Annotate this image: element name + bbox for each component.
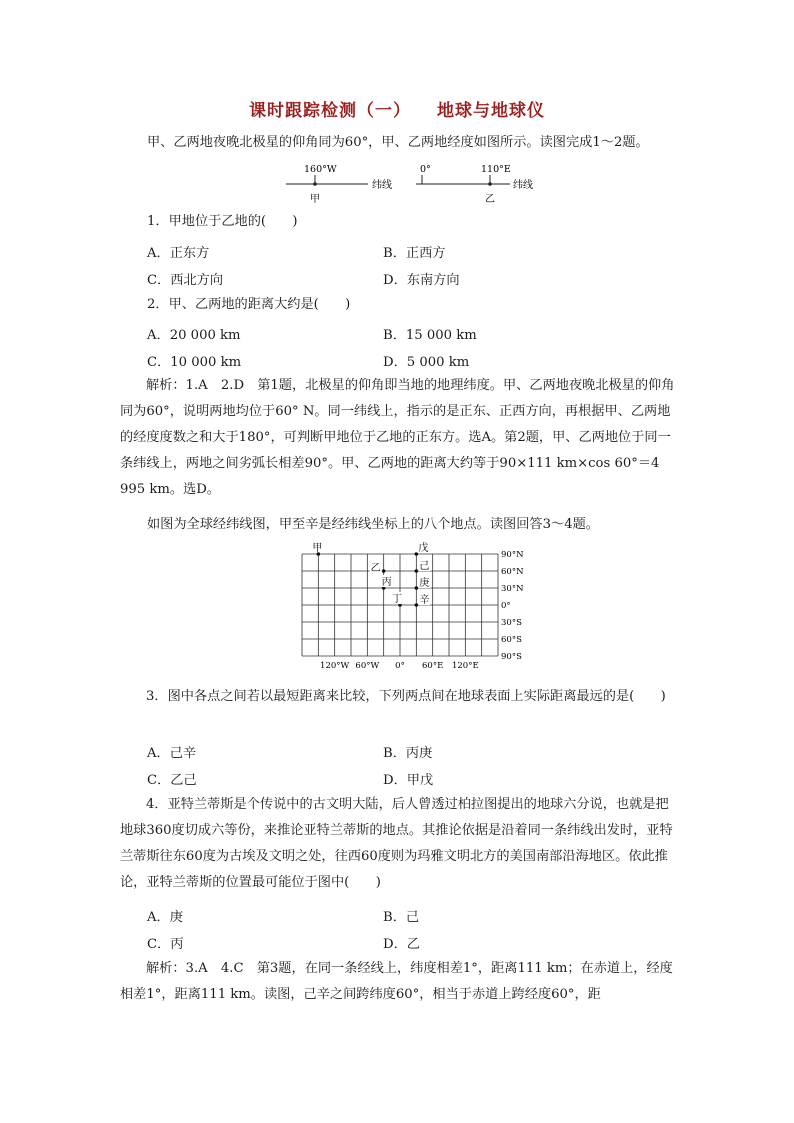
point-geng [415,586,419,590]
lat-label: 60°S [501,635,522,645]
intro-q1-2: 甲、乙两地夜晚北极星的仰角同为60°，甲、乙两地经度如图所示。读图完成1～2题。 [147,135,649,150]
q1-stem: 1．甲地位于乙地的( ) [147,214,298,229]
point-label-wu: 戊 [418,543,429,554]
point-label-geng: 庚 [419,578,430,589]
q4-option-c: C．丙 [147,937,184,952]
intro-q3-4: 如图为全球经纬线图，甲至辛是经纬线坐标上的八个地点。读图回答3～4题。 [147,517,599,532]
lat-label: 90°S [501,652,522,662]
lon-label: 0° [395,661,405,671]
lon-label: 120°W [320,661,350,671]
q1-option-c: C．西北方向 [147,273,224,288]
title-main: 课时跟踪检测（一） [249,101,411,121]
q3-option-b: B．丙庚 [383,746,433,761]
q2-option-c: C．10 000 km [147,355,242,370]
title-sub: 地球与地球仪 [437,101,545,121]
fig1-right-line-label: 纬线 [513,180,533,191]
lat-label: 60°N [501,567,524,577]
q3-option-d: D．甲戊 [383,773,434,788]
fig1-point-yi: 乙 [485,194,495,205]
point-label-bing: 丙 [381,577,392,588]
q3-stem: 3．图中各点之间若以最短距离来比较，下列两点间在地球表面上实际距离最远的是( ) [146,689,666,704]
q2-stem: 2．甲、乙两地的距离大约是( ) [147,297,351,312]
analysis-q1-2: 解析：1.A 2.D 第1题，北极星的仰角即当地的地理纬度。甲、乙两地夜晚北极星的仰角同为60°，说明两地均位于60° N。同一纬线上，指示的是正东、正西方向，再根据甲、乙两地的经度度数之和大于180°，可判断甲地位于乙地的正东方。选A。第2题，甲、乙两地位于同一条纬线上，两地之间劣弧长相差90°。甲、乙两地的距离大约等于90×111 km×cos 60°＝4 995 km。选D。 [120,378,675,497]
fig1-left-lon: 160°W [304,164,337,175]
lat-label: 30°S [501,618,522,628]
lat-label: 30°N [501,584,524,594]
lon-label: 60°E [422,661,444,671]
point-label-ji: 己 [419,561,430,572]
analysis-q3-4: 解析：3.A 4.C 第3题，在同一条经线上，纬度相差1°，距离111 km；在赤道上，经度相差1°，距离111 km。读图，己辛之间跨纬度60°，相当于赤道上跨经度60°，距 [120,961,673,1002]
point-yi [382,569,386,573]
figure-graticule-grid [296,538,536,674]
q4-option-d: D．乙 [383,937,420,952]
q2-option-b: B．15 000 km [383,328,477,343]
q4-option-a: A．庚 [147,910,183,925]
fig1-right-lon: 110°E [481,164,511,175]
point-label-yi: 乙 [370,563,381,574]
q1-option-b: B．正西方 [383,246,446,261]
lon-label: 120°E [451,661,479,671]
point-xin [415,603,419,607]
lat-label: 0° [501,601,511,611]
point-ji [415,569,419,573]
q4-option-b: B．己 [383,910,420,925]
q2-option-a: A．20 000 km [147,328,241,343]
fig1-point-jia: 甲 [310,194,320,205]
fig1-mid-lon: 0° [420,164,431,175]
q3-option-c: C．乙己 [147,773,197,788]
q1-option-a: A．正东方 [147,246,210,261]
q2-option-d: D．5 000 km [383,355,470,370]
lat-label: 90°N [501,550,524,560]
figure-longitude-lines [280,158,550,206]
fig1-left-line-label: 纬线 [372,180,392,191]
q4-stem: 4．亚特兰蒂斯是个传说中的古文明大陆，后人曾透过柏拉图提出的地球六分说，也就是把地球360度切成六等份，来推论亚特兰蒂斯的地点。其推论依据是沿着同一条纬线出发时，亚特兰蒂斯往东60度为古埃及文明之处，往西60度则为玛雅文明北方的美国南部沿海地区。依此推论，亚特兰蒂斯的位置最可能位于图中( ) [120,797,673,890]
point-label-ding: 丁 [392,594,402,605]
point-label-jia: 甲 [312,543,323,554]
q3-option-a: A．己辛 [147,746,197,761]
lon-label: 60°W [355,661,380,671]
point-label-xin: 辛 [419,595,430,606]
q1-option-d: D．东南方向 [383,273,460,288]
page-title [0,96,794,121]
